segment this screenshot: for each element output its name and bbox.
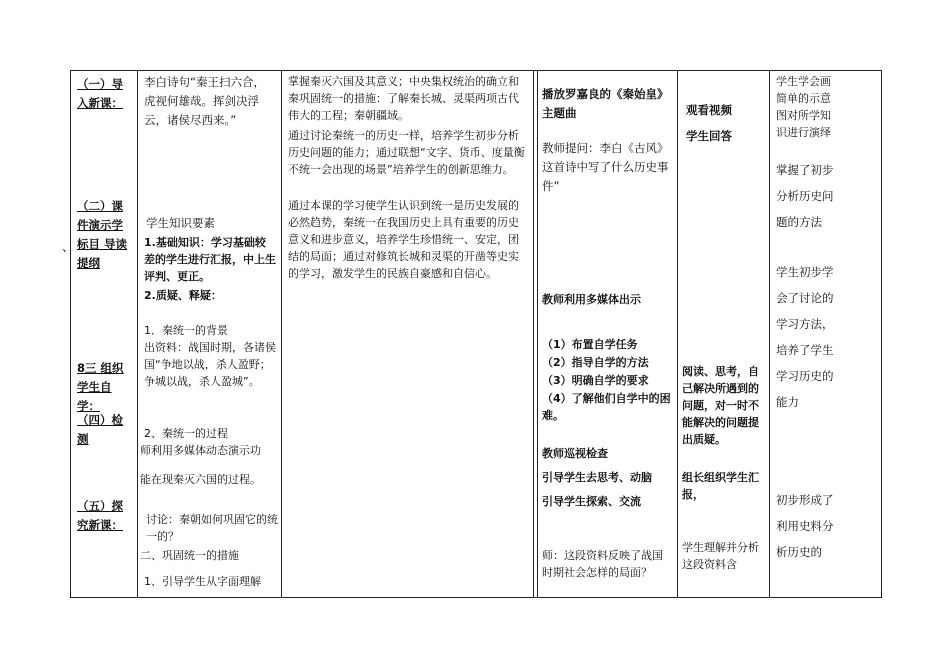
watch-video: 观看视频 xyxy=(686,103,732,117)
poem-quote: 李白诗句“秦王扫六合，虎视何雄哉。挥剑决浮云，诸侯尽西来。” xyxy=(144,75,265,127)
goal-discussion: 学生初步学会了讨论的学习方法，培养了学生学习历史的能力 xyxy=(776,265,834,409)
task-3: （3）明确自学的要求 xyxy=(542,374,649,387)
read-think: 阅读、思考，自己解决所遇到的问题，对一时不能解决的问题提出质疑。 xyxy=(682,365,759,446)
group-report: 组长组织学生汇报， xyxy=(682,471,759,501)
step-explore: （五）探究新课： xyxy=(77,499,123,532)
guide-think: 引导学生去思考、动脑 xyxy=(542,471,652,484)
column-objectives xyxy=(281,71,533,597)
knowledge-heading: 学生知识要素 xyxy=(146,216,215,230)
task-4: （4）了解他们自学中的困难。 xyxy=(542,392,671,422)
column-goals xyxy=(769,71,881,597)
goal-sources: 初步形成了利用史料分析历史的 xyxy=(776,493,834,559)
column-student-activity xyxy=(677,71,769,597)
teacher-question: 教师提问：李白《古风》这首诗中写了什么历史事件” xyxy=(542,141,669,193)
column-teacher-activity xyxy=(537,71,677,597)
margin-mark: 、 xyxy=(62,240,75,254)
play-song: 播放罗嘉良的《秦始皇》主题曲 xyxy=(542,87,669,120)
student-analyze: 学生理解并分析这段资料含 xyxy=(682,541,759,571)
teacher-patrol: 教师巡视检查 xyxy=(542,447,608,460)
background-text: 出资料：战国时期，各诸侯国“争地以战，杀人盈野；争城以战，杀人盈城”。 xyxy=(144,341,276,388)
guide-explore: 引导学生探索、交流 xyxy=(542,495,641,508)
task-1: （1）布置自学任务 xyxy=(542,338,638,351)
multimedia-show: 教师利用多媒体出示 xyxy=(542,293,641,306)
task-2: （2）指导自学的方法 xyxy=(542,356,649,369)
background-title: 1．秦统一的背景 xyxy=(144,324,228,337)
lesson-plan-table xyxy=(70,70,882,598)
column-content xyxy=(137,71,281,597)
goal-analysis: 掌握了初步分析历史问题的方法 xyxy=(776,163,834,229)
objective-knowledge: 掌握秦灭六国及其意义；中央集权统治的确立和秦巩固统一的措施：了解秦长城、灵渠两项古代伟大的工程；秦朝疆域。 xyxy=(288,75,519,122)
objective-emotion: 通过本课的学习使学生认识到统一是历史发展的必然趋势，秦统一在我国历史上具有重要的历史意义和进步意义，培养学生珍惜统一、安定，团结的局面；通过对修筑长城和灵渠的开凿等史实的学习，激发学生的民族自豪感和自信心。 xyxy=(288,199,519,280)
step-check: （四）检测 xyxy=(77,413,123,446)
column-steps xyxy=(71,71,137,597)
doubt-resolve: 2.质疑、释疑： xyxy=(144,289,222,302)
teacher-comment: 师：这段资料反映了战国时期社会怎样的局面？ xyxy=(542,549,663,579)
discussion: 讨论：秦朝如何巩固它的统一的？ xyxy=(146,513,278,543)
step-intro: （一）导入新课： xyxy=(77,77,123,110)
measures-title: 二、巩固统一的措施 xyxy=(140,549,239,562)
step-self-study: 8三 组织学生自学： xyxy=(77,361,124,413)
student-answer: 学生回答 xyxy=(686,129,732,143)
goal-diagram: 学生学会画简单的示意图对所学知识进行演绎 xyxy=(776,75,831,139)
basic-knowledge: 1.基础知识：学习基础较差的学生进行汇报，中上生评判、更正。 xyxy=(144,236,276,283)
guide-text: 1、引导学生从字面理解 xyxy=(144,575,261,588)
process-text-2: 能在现秦灭六国的过程。 xyxy=(140,473,261,486)
objective-ability: 通过讨论秦统一的历史一样，培养学生初步分析历史问题的能力；通过联想“文字、货币、度量衡不统一会出现的场景”培养学生的创新思维力。 xyxy=(288,129,525,176)
process-title: 2、秦统一的过程 xyxy=(144,427,228,440)
step-courseware: （二）课件演示学标目 导读提纲 xyxy=(77,199,128,270)
process-text: 师利用多媒体动态演示功 xyxy=(140,444,261,457)
